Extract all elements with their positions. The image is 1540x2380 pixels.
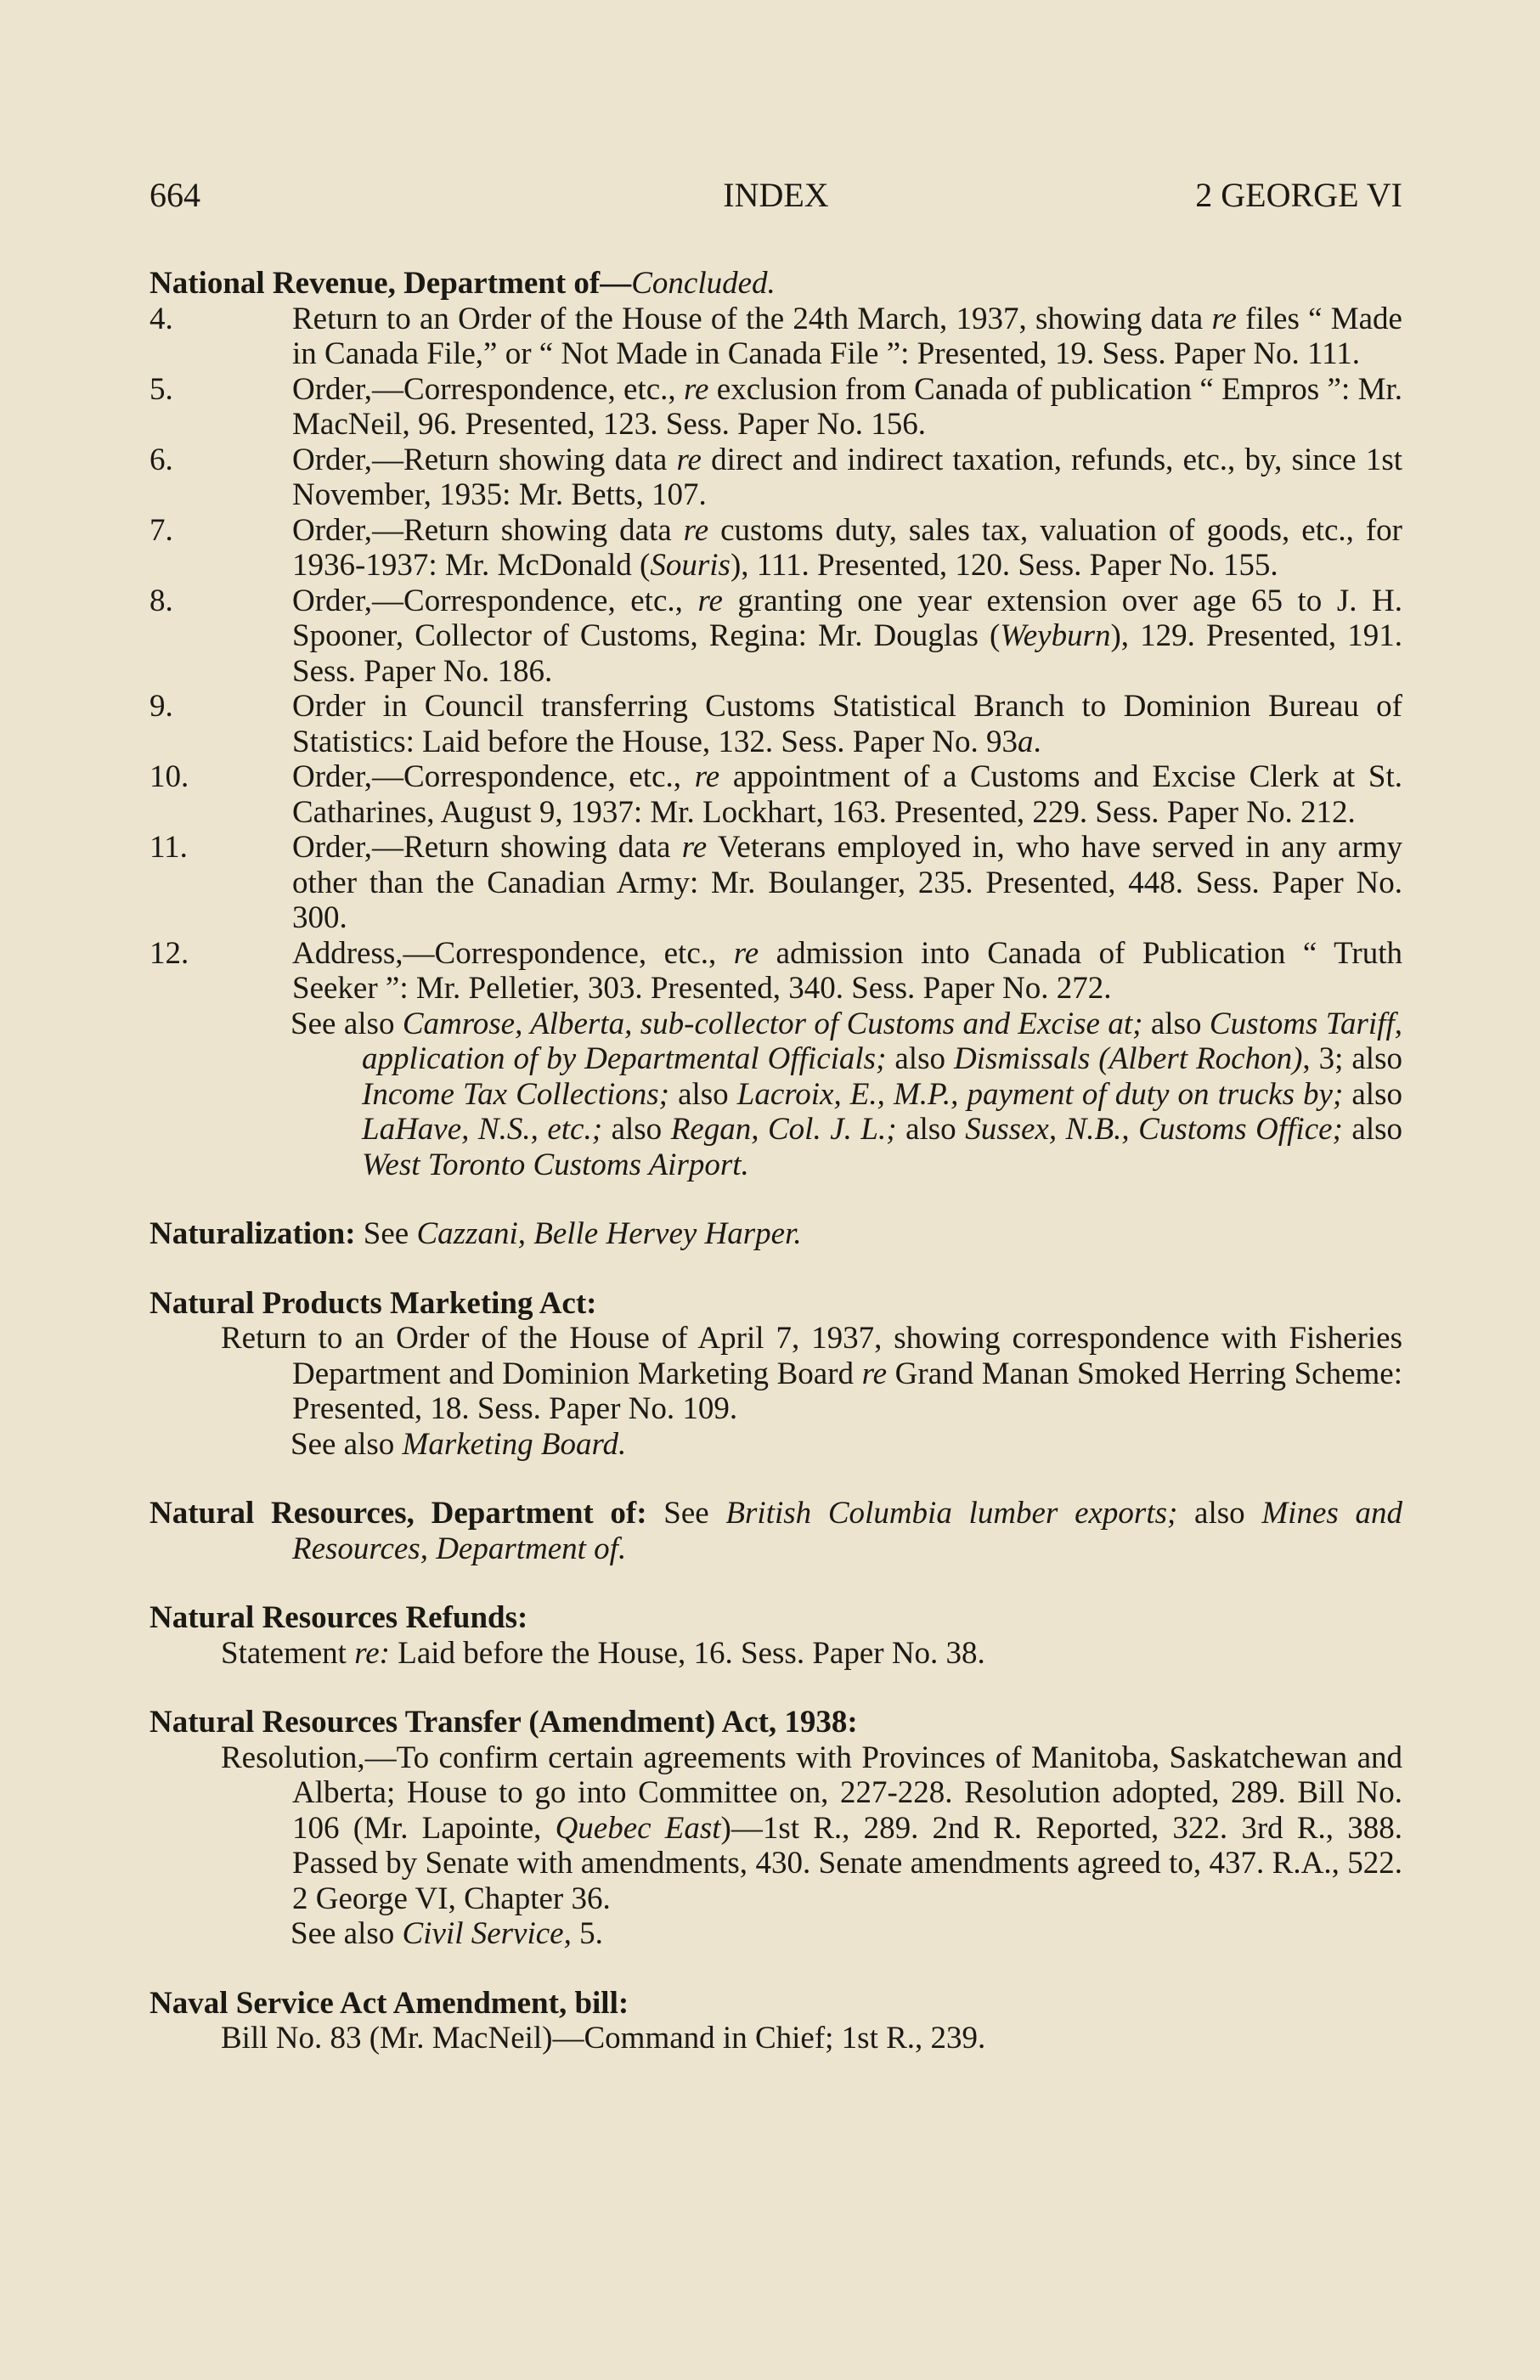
entry-text-part: Grand Manan Smoked Herring Scheme: Presented, 18. Sess. Paper No. 109. — [292, 1356, 1402, 1426]
item-text: appointment of a Customs and Excise Clerk at St. Catharines, August 9, 1937: Mr. Lockhart, 163. Presented, 229. Sess. Paper No. 212. — [292, 759, 1402, 830]
entry-naval-service-act — [149, 1986, 1402, 2056]
entry-heading — [149, 266, 1402, 302]
entry-natural-resources-department — [149, 1496, 1402, 1566]
entry-text-part: Return to an Order of the House of April 7, 1937, showing correspondence with Fisheries Department and Dominion Marketing Board — [221, 1321, 1402, 1391]
see-also-text: also — [1343, 1076, 1402, 1112]
item-number: 6. — [149, 442, 173, 477]
see-ref: Cazzani, Belle Hervey Harper. — [416, 1216, 802, 1251]
see-also-ref: Civil Service, — [402, 1916, 572, 1951]
entry-natural-resources-refunds — [149, 1600, 1402, 1671]
item-text: Order,—Correspondence, etc., — [292, 759, 695, 794]
heading-continued: Concluded. — [631, 266, 776, 301]
see-also-ref: Camrose, Alberta, sub-collector of Customs and Excise at; — [402, 1006, 1143, 1041]
item-italic: re — [1211, 301, 1237, 336]
see-also-text: also — [602, 1112, 671, 1147]
index-item — [149, 513, 1402, 584]
see-also-text: also — [896, 1112, 966, 1147]
see-also-ref: Regan, Col. J. L.; — [670, 1112, 897, 1147]
see-also-block — [149, 1916, 1402, 1952]
running-title: INDEX — [723, 176, 829, 214]
see-also-block — [149, 1427, 1402, 1463]
index-item — [149, 584, 1402, 690]
see-also-ref: Lacroix, E., M.P., payment of duty on trucks by; — [736, 1076, 1344, 1112]
item-text: ), 129. Presented, 191. Sess. Paper No. 186. — [292, 618, 1402, 689]
item-number: 11. — [149, 830, 188, 865]
item-number: 5. — [149, 371, 173, 407]
index-item — [149, 936, 1402, 1007]
item-number: 12. — [149, 935, 189, 971]
item-text: customs duty, sales tax, valuation of goods, etc., for 1936-1937: Mr. McDonald ( — [292, 512, 1402, 583]
see-also-ref: West Toronto Customs Airport. — [362, 1147, 749, 1182]
entry-italic: Quebec East — [555, 1810, 721, 1846]
see-text: also — [1177, 1496, 1262, 1531]
item-text: Address,—Correspondence, etc., — [292, 935, 734, 971]
entry-text: Bill No. 83 (Mr. MacNeil)—Command in Chief; 1st R., 239. — [221, 2021, 986, 2056]
page-header — [149, 170, 1402, 221]
item-text: Order,—Return showing data — [292, 512, 684, 548]
item-text: ), 111. Presented, 120. Sess. Paper No. 155. — [730, 548, 1278, 583]
see-also-ref: Marketing Board. — [402, 1426, 627, 1462]
item-text: admission into Canada of Publication “ Truth Seeker ”: Mr. Pelletier, 303. Presented, 340. Sess. Paper No. 272. — [292, 935, 1403, 1006]
entry-text — [149, 1740, 1402, 1917]
entry-heading: Naturalization: — [149, 1216, 356, 1251]
item-number: 10. — [149, 759, 189, 794]
index-body — [149, 266, 1402, 2056]
see-also-text: , 3; also — [1302, 1041, 1402, 1076]
item-text: Order,—Correspondence, etc., — [292, 583, 698, 618]
index-item — [149, 759, 1402, 830]
item-number: 4. — [149, 301, 173, 336]
entry-heading: Natural Resources Transfer (Amendment) Act, 1938: — [149, 1705, 858, 1740]
item-italic: re — [684, 371, 709, 407]
index-item — [149, 372, 1402, 443]
see-also-ref: Income Tax Collections; — [362, 1076, 669, 1112]
heading-text: National Revenue, Department of— — [149, 266, 632, 301]
entry-text-part: )—1st R., 289. 2nd R. Reported, 322. 3rd R., 388. Passed by Senate with amendments, 430. Senate amendments agreed to, 437. R.A., 522. 2 George VI, Chapter 36. — [292, 1810, 1402, 1916]
item-text: . — [1033, 724, 1041, 759]
index-item — [149, 689, 1402, 759]
item-number: 8. — [149, 583, 173, 618]
reign-label: 2 GEORGE VI — [1195, 176, 1402, 214]
entry-italic: re: — [354, 1635, 390, 1671]
entry-text — [149, 1636, 1402, 1672]
entry-heading: Natural Resources, Department of: — [149, 1496, 647, 1531]
item-italic: re — [683, 512, 709, 548]
see-ref: British Columbia lumber exports; — [725, 1496, 1178, 1531]
item-italic: re — [697, 583, 723, 618]
entry-heading: Natural Products Marketing Act: — [149, 1285, 597, 1321]
see-ref: Mines and Resources, Department of. — [292, 1496, 1402, 1566]
entry-national-revenue — [149, 266, 1402, 1182]
item-text: files “ Made in Canada File,” or “ Not Made in Canada File ”: Presented, 19. Sess. Paper No. 111. — [292, 301, 1402, 371]
see-also-ref: LaHave, N.S., etc.; — [362, 1112, 603, 1147]
see-also-text: also — [886, 1041, 954, 1076]
item-italic: re — [676, 442, 702, 477]
entry-text-part: Laid before the House, 16. Sess. Paper No. 38. — [390, 1635, 985, 1671]
see-text: See — [646, 1496, 726, 1531]
entry-natural-resources-transfer-act — [149, 1705, 1402, 1952]
item-text: Order,—Return showing data — [292, 442, 677, 477]
item-text: Return to an Order of the House of the 24th March, 1937, showing data — [292, 301, 1212, 336]
entry-naturalization — [149, 1216, 1402, 1252]
item-text: Order,—Return showing data — [292, 830, 682, 865]
item-italic: re — [694, 759, 720, 794]
item-text: granting one year extension over age 65 to J. H. Spooner, Collector of Customs, Regina: Mr. Douglas ( — [292, 583, 1403, 653]
entry-text-part: Statement — [221, 1635, 355, 1671]
item-text: exclusion from Canada of publication “ Empros ”: Mr. MacNeil, 96. Presented, 123. Sess. Paper No. 156. — [292, 371, 1402, 442]
see-also-text: See also — [291, 1916, 403, 1951]
see-also-text: also — [1142, 1006, 1210, 1041]
see-also-text: See also — [291, 1426, 403, 1462]
entry-heading: Natural Resources Refunds: — [149, 1600, 528, 1635]
item-text: Veterans employed in, who have served in any army other than the Canadian Army: Mr. Boulanger, 235. Presented, 448. Sess. Paper No. 300. — [292, 830, 1402, 935]
page-number: 664 — [149, 176, 200, 214]
index-item — [149, 830, 1402, 936]
see-text: See — [355, 1216, 417, 1251]
item-text: Order,—Correspondence, etc., — [292, 371, 684, 407]
item-number: 7. — [149, 512, 173, 548]
see-also-ref: Customs Tariff, application of by Departmental Officials; — [362, 1006, 1402, 1076]
entry-text-part: Resolution,—To confirm certain agreements with Provinces of Manitoba, Saskatchewan and Alberta; House to go into Committee on, 227-228. Resolution adopted, 289. Bill No. 106 (Mr. Lapointe, — [221, 1740, 1402, 1846]
entry-text — [149, 1321, 1402, 1427]
see-also-text: also — [669, 1076, 737, 1112]
see-also-text: See also — [291, 1006, 403, 1041]
item-italic: re — [681, 830, 708, 865]
entry-heading: Naval Service Act Amendment, bill: — [149, 1985, 629, 2021]
item-italic: Souris — [650, 548, 731, 583]
item-italic: re — [733, 935, 759, 971]
item-italic: Weyburn — [1000, 618, 1111, 653]
see-also-ref: Dismissals (Albert Rochon) — [953, 1041, 1303, 1076]
see-also-text: also — [1342, 1112, 1402, 1147]
item-italic: a — [1017, 724, 1034, 759]
see-also-block — [149, 1007, 1402, 1183]
entry-italic: re — [861, 1356, 888, 1391]
index-item — [149, 443, 1402, 513]
index-item — [149, 302, 1402, 372]
item-number: 9. — [149, 689, 173, 724]
item-text: Order in Council transferring Customs Statistical Branch to Dominion Bureau of Statistics: Laid before the House, 132. Sess. Paper No. 93 — [292, 689, 1402, 759]
see-also-text: 5. — [571, 1916, 603, 1951]
see-also-ref: Sussex, N.B., Customs Office; — [965, 1112, 1343, 1147]
item-text: direct and indirect taxation, refunds, etc., by, since 1st November, 1935: Mr. Betts, 107. — [292, 442, 1402, 512]
entry-natural-products-marketing-act — [149, 1286, 1402, 1463]
